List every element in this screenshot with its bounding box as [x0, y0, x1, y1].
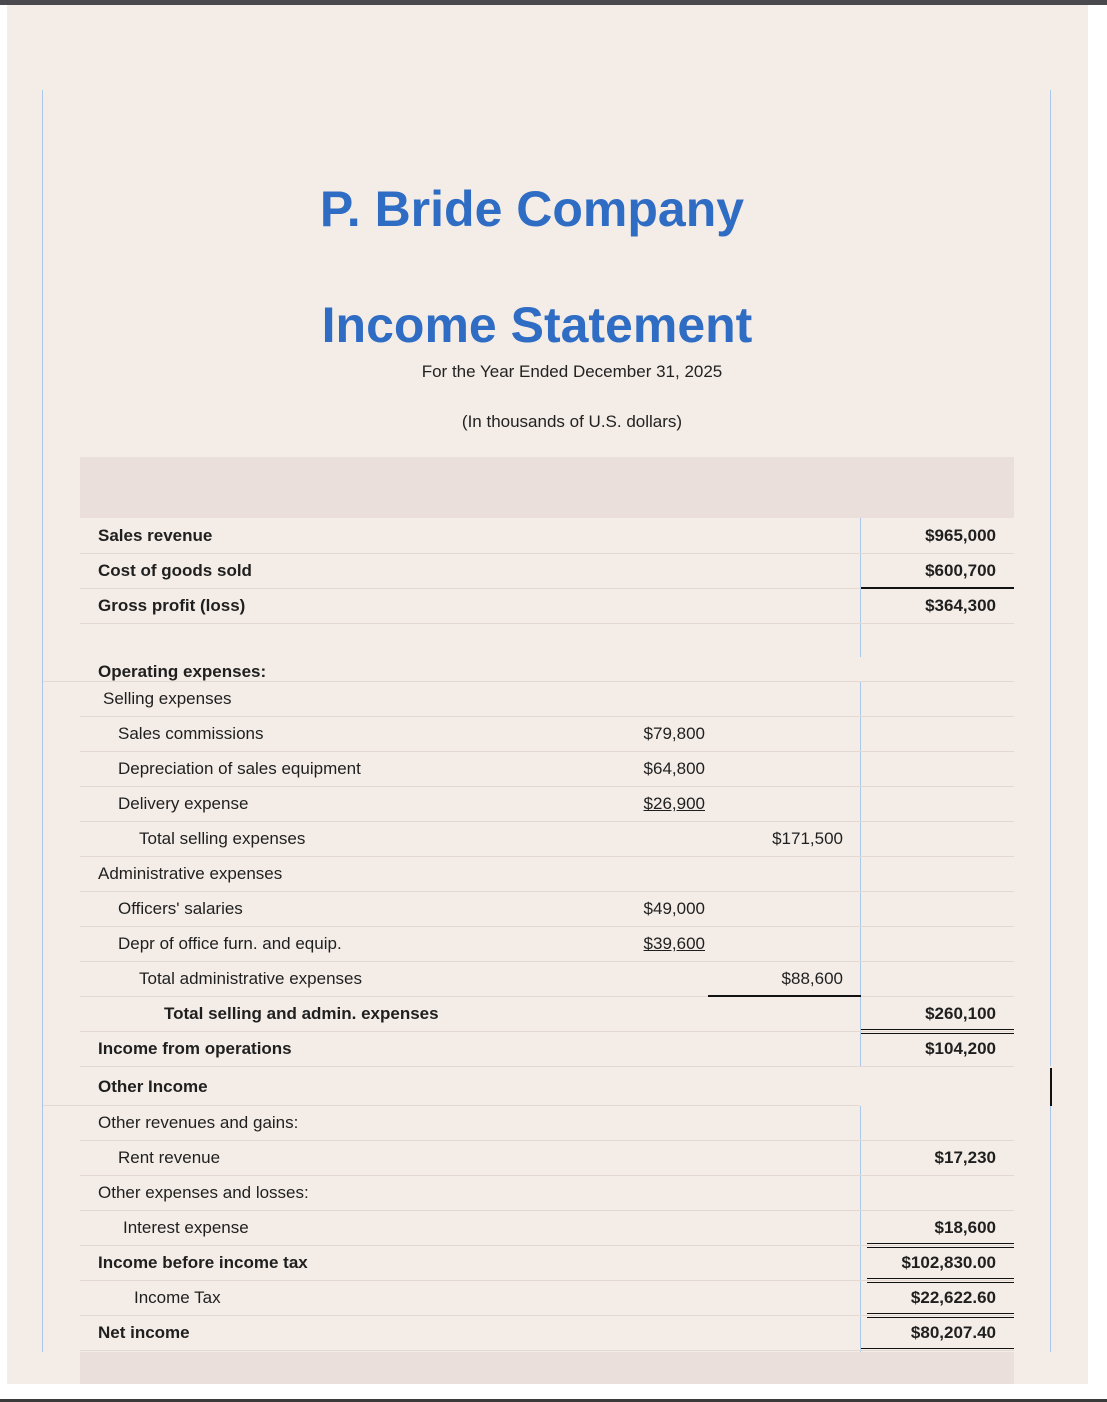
row-delivery-expense [80, 787, 1014, 822]
table-header-band [80, 457, 1014, 518]
label: Cost of goods sold [98, 561, 252, 580]
label: Income from operations [98, 1039, 292, 1058]
row-gross-profit [80, 589, 1014, 624]
amount: $49,000 [643, 899, 705, 918]
amount: $80,207.40 [910, 1323, 996, 1342]
table-footer-band [80, 1352, 1014, 1384]
row-net-income [80, 1316, 1014, 1351]
label: Administrative expenses [98, 864, 283, 883]
right-margin-line-lower [1050, 1106, 1051, 1352]
row-rent-revenue [80, 1141, 1014, 1176]
label: Income before income tax [98, 1253, 308, 1272]
label: Officers' salaries [118, 899, 243, 918]
label: Selling expenses [103, 689, 232, 708]
label: Depreciation of sales equipment [118, 759, 361, 778]
row-cost-of-goods-sold [80, 554, 1014, 589]
label: Gross profit (loss) [98, 596, 246, 615]
row-administrative-expenses-heading [80, 857, 1014, 892]
period-label: For the Year Ended December 31, 2025 [421, 362, 723, 381]
amount: $26,900 [643, 794, 705, 813]
row-income-from-operations [80, 1032, 1014, 1067]
label: Sales commissions [118, 724, 264, 743]
row-total-administrative-expenses [80, 962, 1014, 997]
statement-title: Income Statement [321, 297, 753, 353]
amount: $364,300 [925, 596, 996, 615]
amount: $965,000 [925, 526, 996, 545]
left-margin-line [42, 90, 43, 1352]
row-total-selling-expenses [80, 822, 1014, 857]
row-total-selling-admin-expenses [80, 997, 1014, 1032]
label: Interest expense [123, 1218, 249, 1237]
label: Total administrative expenses [139, 969, 363, 988]
label: Depr of office furn. and equip. [118, 934, 342, 953]
row-other-income-heading [43, 1068, 860, 1106]
row-sales-revenue [80, 519, 1014, 554]
row-selling-expenses-heading [80, 682, 1014, 717]
row-sales-commissions [80, 717, 1014, 752]
row-income-before-income-tax [80, 1246, 1014, 1281]
amount: $104,200 [925, 1039, 996, 1058]
label: Sales revenue [98, 526, 213, 545]
units-label: (In thousands of U.S. dollars) [461, 412, 683, 431]
label: Net income [98, 1323, 190, 1342]
row-other-revenues-gains [80, 1106, 1014, 1141]
row-other-expenses-losses [80, 1176, 1014, 1211]
label: Other revenues and gains: [98, 1113, 299, 1132]
amount: $171,500 [772, 829, 843, 848]
row-interest-expense [80, 1211, 1014, 1246]
amount: $260,100 [925, 1004, 996, 1023]
amount: $64,800 [643, 759, 705, 778]
label: Rent revenue [118, 1148, 221, 1167]
row-depreciation-sales-equipment [80, 752, 1014, 787]
amount: $17,230 [934, 1148, 996, 1167]
amount: $102,830.00 [901, 1253, 996, 1272]
text-cursor-line [1050, 1068, 1052, 1106]
amount: $18,600 [934, 1218, 996, 1237]
amount: $22,622.60 [910, 1288, 996, 1307]
label: Other Income [98, 1077, 208, 1096]
company-name: P. Bride Company [319, 181, 745, 237]
amount: $79,800 [643, 724, 705, 743]
amount: $39,600 [643, 934, 705, 953]
row-operating-expenses-heading [43, 653, 1014, 682]
label: Total selling expenses [139, 829, 306, 848]
row-officers-salaries [80, 892, 1014, 927]
label: Other expenses and losses: [98, 1183, 309, 1202]
label: Delivery expense [118, 794, 249, 813]
amount: $600,700 [925, 561, 996, 580]
row-income-tax [80, 1281, 1014, 1316]
label: Total selling and admin. expenses [164, 1004, 439, 1023]
row-depr-office-furniture [80, 927, 1014, 962]
label: Income Tax [134, 1288, 221, 1307]
amount: $88,600 [781, 969, 843, 988]
label: Operating expenses: [98, 662, 267, 681]
